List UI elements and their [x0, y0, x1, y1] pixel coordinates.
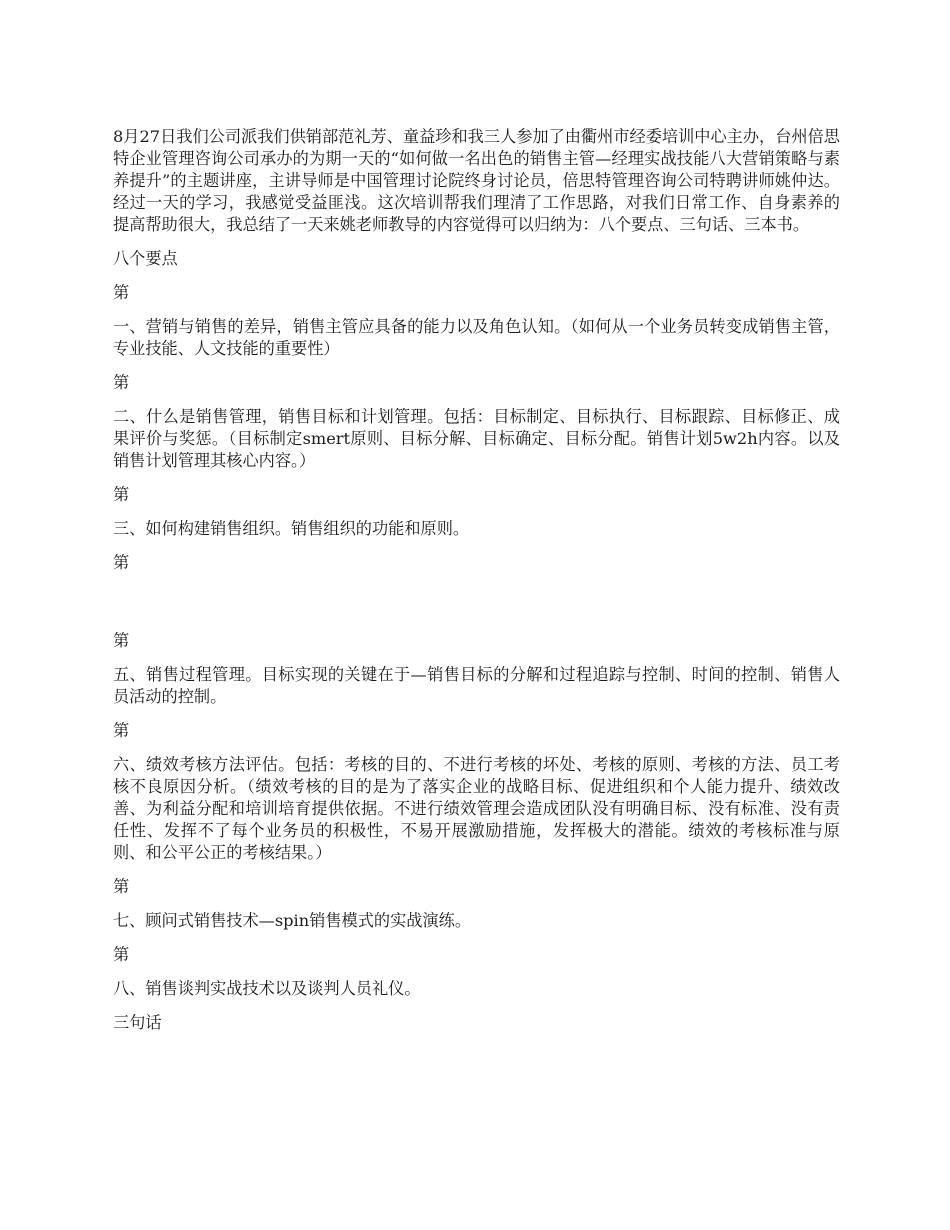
point-two-paragraph: 二、什么是销售管理，销售目标和计划管理。包括：目标制定、目标执行、目标跟踪、目标修正、成果评价与奖惩。（目标制定smert原则、目标分解、目标确定、目标分配。销售计划5w2h内容。以及销售计划管理其核心内容。）: [113, 407, 840, 470]
point-seven-paragraph: 七、顾问式销售技术—spin销售模式的实战演练。: [113, 911, 472, 930]
ordinal-marker: 第: [113, 485, 130, 504]
section-heading-three-sentences: 三句话: [113, 1013, 162, 1032]
ordinal-marker: 第: [113, 283, 130, 302]
point-three-paragraph: 三、如何构建销售组织。销售组织的功能和原则。: [113, 519, 470, 538]
section-heading-eight-points: 八个要点: [113, 249, 178, 268]
ordinal-marker: 第: [113, 877, 130, 896]
point-eight-paragraph: 八、销售谈判实战技术以及谈判人员礼仪。: [113, 979, 421, 998]
ordinal-marker: 第: [113, 631, 130, 650]
point-six-paragraph: 六、绩效考核方法评估。包括：考核的目的、不进行考核的坏处、考核的原则、考核的方法、员工考核不良原因分析。（绩效考核的目的是为了落实企业的战略目标、促进组织和个人能力提升、绩效改善、为利益分配和培训培育提供依据。不进行绩效管理会造成团队没有明确目标、没有标准、没有责任性、发挥不了每个业务员的积极性，不易开展激励措施，发挥极大的潜能。绩效的考核标准与原则、和公平公正的考核结果。）: [113, 755, 840, 862]
ordinal-marker: 第: [113, 373, 130, 392]
intro-paragraph: 8月27日我们公司派我们供销部范礼芳、童益珍和我三人参加了由衢州市经委培训中心主办，台州倍思特企业管理咨询公司承办的为期一天的“如何做一名出色的销售主管—经理实战技能八大营销策略与素养提升”的主题讲座，主讲导师是中国管理讨论院终身讨论员，倍思特管理咨询公司特聘讲师姚仲达。经过一天的学习，我感觉受益匪浅。这次培训帮我们理清了工作思路，对我们日常工作、自身素养的提高帮助很大，我总结了一天来姚老师教导的内容觉得可以归纳为：八个要点、三句话、三本书。: [113, 127, 840, 234]
document-body: [113, 126, 840, 1046]
point-five-paragraph: 五、销售过程管理。目标实现的关键在于—销售目标的分解和过程追踪与控制、时间的控制、销售人员活动的控制。: [113, 665, 840, 706]
point-one-paragraph: 一、营销与销售的差异，销售主管应具备的能力以及角色认知。（如何从一个业务员转变成销售主管，专业技能、人文技能的重要性）: [113, 317, 840, 358]
ordinal-marker: 第: [113, 945, 130, 964]
ordinal-marker: 第: [113, 721, 130, 740]
ordinal-marker: 第: [113, 553, 130, 572]
